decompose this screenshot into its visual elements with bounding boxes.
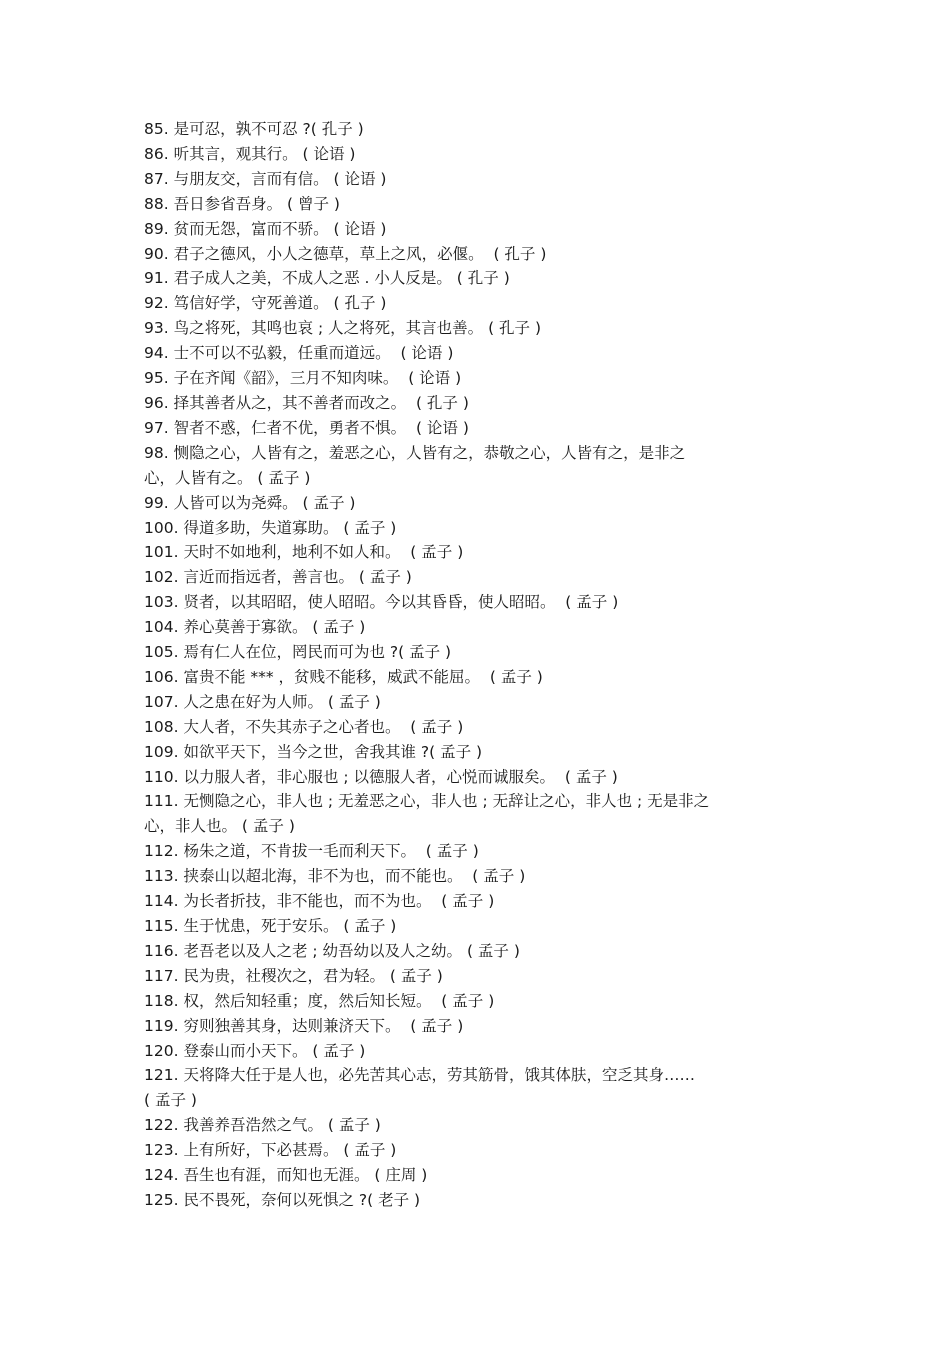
entry-text: 择其善者从之，其不善者而改之。 ( 孔子 ) [168, 393, 469, 412]
quote-entry [144, 1138, 824, 1163]
entry-text: 富贵不能 *** ，贫贱不能移，威武不能屈。 ( 孟子 ) [178, 667, 543, 686]
entry-number: 101. [144, 543, 179, 562]
quote-entry [144, 242, 824, 267]
quote-entry [144, 740, 824, 765]
quote-entry [144, 192, 824, 217]
quote-entry [144, 1063, 824, 1113]
entry-number: 107. [144, 692, 179, 711]
quote-entry [144, 989, 824, 1014]
quote-entry [144, 117, 824, 142]
entry-text: 焉有仁人在位，罔民而可为也 ?( 孟子 ) [178, 643, 452, 662]
quote-entry [144, 491, 824, 516]
entry-number: 88. [144, 194, 169, 213]
entry-text: 如欲平天下，当今之世，舍我其谁 ?( 孟子 ) [178, 742, 483, 761]
entry-text: 穷则独善其身，达则兼济天下。 ( 孟子 ) [178, 1016, 464, 1035]
entry-text: 恻隐之心，人皆有之，羞恶之心，人皆有之，恭敬之心，人皆有之，是非之 心，人皆有之。 ( 孟子 ) [144, 443, 686, 487]
entry-number: 109. [144, 742, 179, 761]
quote-entry [144, 266, 824, 291]
entry-number: 93. [144, 319, 169, 338]
quote-entry [144, 914, 824, 939]
entry-number: 104. [144, 618, 179, 637]
quote-entry [144, 1014, 824, 1039]
entry-number: 123. [144, 1141, 179, 1160]
quote-entry [144, 964, 824, 989]
quote-entry [144, 516, 824, 541]
quote-entry [144, 715, 824, 740]
entry-number: 103. [144, 593, 179, 612]
entry-number: 121. [144, 1066, 179, 1085]
quote-entry [144, 1113, 824, 1138]
entry-number: 98. [144, 443, 169, 462]
entry-number: 97. [144, 418, 169, 437]
entry-number: 119. [144, 1016, 179, 1035]
entry-text: 生于忧患，死于安乐。 ( 孟子 ) [178, 917, 397, 935]
entry-text: 贫而无怨，富而不骄。 ( 论语 ) [168, 219, 387, 238]
entry-number: 96. [144, 393, 169, 412]
quote-entry [144, 665, 824, 690]
entry-number: 125. [144, 1190, 179, 1209]
quote-entry [144, 441, 824, 491]
entry-number: 108. [144, 717, 179, 736]
entry-text: 与朋友交，言而有信。 ( 论语 ) [168, 169, 387, 188]
quote-entry [144, 142, 824, 167]
quote-entry [144, 1188, 824, 1213]
entry-number: 113. [144, 867, 179, 886]
entry-text: 得道多助，失道寡助。 ( 孟子 ) [178, 518, 397, 537]
entry-text: 大人者，不失其赤子之心者也。 ( 孟子 ) [178, 717, 464, 736]
entry-text: 养心莫善于寡欲。 ( 孟子 ) [178, 618, 366, 637]
entry-text: 听其言，观其行。 ( 论语 ) [168, 144, 356, 163]
entry-number: 124. [144, 1166, 179, 1185]
entry-text: 君子成人之美，不成人之恶 . 小人反是。 ( 孔子 ) [168, 269, 510, 288]
entry-number: 89. [144, 219, 169, 238]
quote-entry [144, 690, 824, 715]
quote-entry [144, 590, 824, 615]
entry-text: 天将降大任于是人也，必先苦其心志，劳其筋骨，饿其体肤，空乏其身…… ( 孟子 ) [144, 1066, 695, 1110]
entry-text: 吾日参省吾身。 ( 曾子 ) [168, 194, 340, 213]
entry-text: 我善养吾浩然之气。 ( 孟子 ) [178, 1116, 381, 1135]
quote-entry [144, 1039, 824, 1064]
entry-text: 君子之德风，小人之德草，草上之风，必偃。 ( 孔子 ) [168, 244, 547, 263]
entry-number: 110. [144, 767, 179, 786]
entry-number: 100. [144, 518, 179, 537]
quote-entry [144, 316, 824, 341]
entry-text: 子在齐闻《韶》，三月不知肉味。 ( 论语 ) [168, 369, 462, 388]
quote-entry [144, 565, 824, 590]
entry-text: 民不畏死，奈何以死惧之 ?( 老子 ) [178, 1190, 421, 1209]
entry-number: 118. [144, 991, 179, 1010]
entry-text: 上有所好，下必甚焉。 ( 孟子 ) [178, 1141, 397, 1160]
quote-list [144, 117, 824, 1213]
quote-entry [144, 366, 824, 391]
quote-entry [144, 540, 824, 565]
quote-entry [144, 341, 824, 366]
entry-number: 99. [144, 493, 169, 512]
quote-entry [144, 765, 824, 790]
entry-text: 士不可以不弘毅，任重而道远。 ( 论语 ) [168, 344, 454, 363]
entry-text: 挟泰山以超北海，非不为也，而不能也。 ( 孟子 ) [178, 867, 526, 886]
entry-text: 登泰山而小天下。 ( 孟子 ) [178, 1041, 366, 1060]
entry-text: 民为贵，社稷次之，君为轻。 ( 孟子 ) [178, 966, 443, 985]
entry-text: 人皆可以为尧舜。 ( 孟子 ) [168, 493, 356, 512]
quote-entry [144, 789, 824, 839]
entry-number: 117. [144, 966, 179, 985]
entry-text: 智者不惑，仁者不优，勇者不惧。 ( 论语 ) [168, 418, 469, 437]
entry-number: 91. [144, 269, 169, 288]
entry-text: 人之患在好为人师。 ( 孟子 ) [178, 692, 381, 711]
entry-number: 115. [144, 917, 179, 935]
entry-number: 106. [144, 667, 179, 686]
entry-text: 贤者，以其昭昭，使人昭昭。今以其昏昏，使人昭昭。 ( 孟子 ) [178, 593, 619, 612]
entry-number: 95. [144, 369, 169, 388]
entry-number: 92. [144, 294, 169, 313]
entry-text: 权，然后知轻重；度，然后知长短。 ( 孟子 ) [178, 991, 495, 1010]
entry-number: 111. [144, 792, 179, 811]
entry-number: 102. [144, 568, 179, 587]
entry-text: 鸟之将死，其鸣也哀 ; 人之将死，其言也善。 ( 孔子 ) [168, 319, 542, 338]
entry-text: 是可忍，孰不可忍 ?( 孔子 ) [168, 120, 364, 138]
entry-number: 85. [144, 120, 169, 138]
entry-text: 以力服人者，非心服也 ; 以德服人者，心悦而诚服矣。 ( 孟子 ) [178, 767, 618, 786]
entry-number: 94. [144, 344, 169, 363]
quote-entry [144, 391, 824, 416]
quote-entry [144, 839, 824, 864]
entry-text: 为长者折技，非不能也，而不为也。 ( 孟子 ) [178, 892, 495, 911]
entry-number: 116. [144, 941, 179, 960]
quote-entry [144, 167, 824, 192]
quote-entry [144, 864, 824, 889]
entry-number: 90. [144, 244, 169, 263]
entry-number: 86. [144, 144, 169, 163]
entry-text: 杨朱之道，不肯拔一毛而利天下。 ( 孟子 ) [178, 842, 479, 861]
entry-number: 122. [144, 1116, 179, 1135]
entry-text: 老吾老以及人之老 ; 幼吾幼以及人之幼。 ( 孟子 ) [178, 941, 520, 960]
entry-text: 言近而指远者，善言也。 ( 孟子 ) [178, 568, 412, 587]
entry-number: 105. [144, 643, 179, 662]
entry-number: 120. [144, 1041, 179, 1060]
quote-entry [144, 615, 824, 640]
entry-text: 笃信好学，守死善道。 ( 孔子 ) [168, 294, 387, 313]
quote-entry [144, 416, 824, 441]
quote-entry [144, 291, 824, 316]
quote-entry [144, 1163, 824, 1188]
entry-text: 天时不如地利，地利不如人和。 ( 孟子 ) [178, 543, 464, 562]
quote-entry [144, 889, 824, 914]
quote-entry [144, 939, 824, 964]
quote-entry [144, 640, 824, 665]
quote-entry [144, 217, 824, 242]
entry-text: 吾生也有涯，而知也无涯。 ( 庄周 ) [178, 1166, 428, 1185]
entry-text: 无恻隐之心，非人也 ; 无羞恶之心，非人也 ; 无辞让之心，非人也 ; 无是非之 心，非人也。 ( 孟子 ) [144, 792, 710, 836]
entry-number: 87. [144, 169, 169, 188]
entry-number: 112. [144, 842, 179, 861]
entry-number: 114. [144, 892, 179, 911]
